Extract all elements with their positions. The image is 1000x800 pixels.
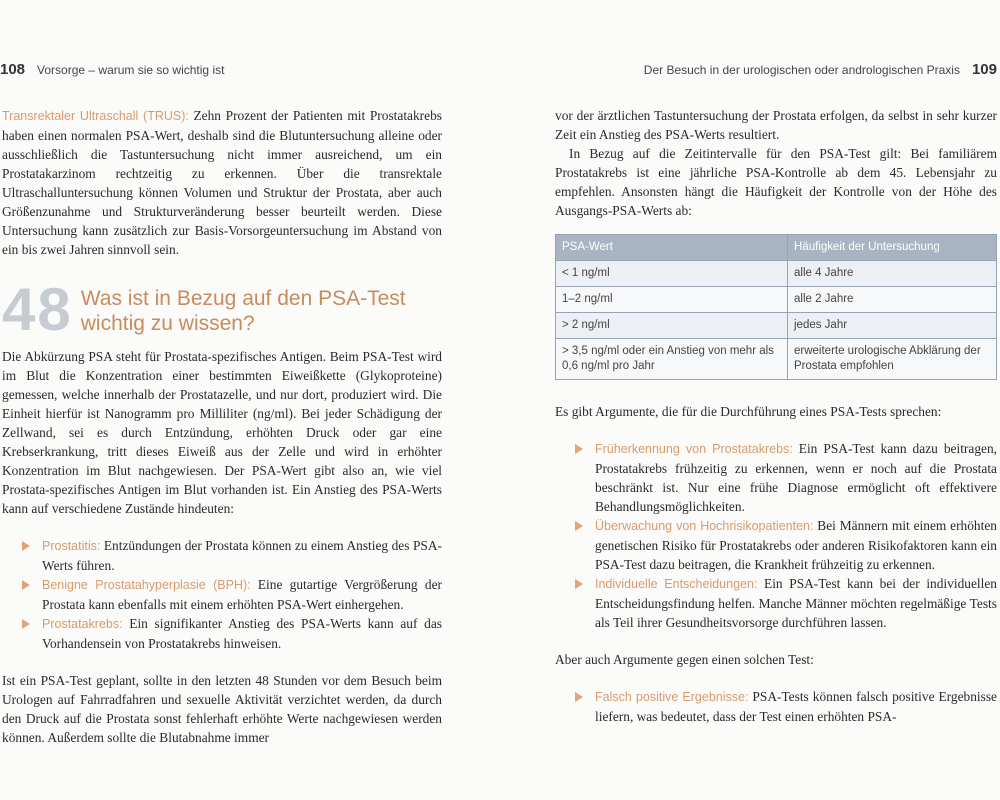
question-number: 48 <box>2 276 73 343</box>
list-item: Individuelle Entscheidungen: Ein PSA-Test kann bei der individuellen Entscheidungsfindung helfen. Manche Männer möchten regelmäßige Tests als Teil ihrer Gesundheitsvorsorge durchführen lassen. <box>555 574 997 632</box>
pro-intro: Es gibt Argumente, die für die Durchführung eines PSA-Tests sprechen: <box>555 404 942 419</box>
table-row <box>556 287 997 313</box>
con-list <box>555 687 997 726</box>
continuation-paragraph: vor der ärztlichen Tastuntersuchung der Prostata erfolgen, da selbst in sehr kurzer Zeit ein Anstieg des PSA-Werts resultiert. <box>555 108 997 142</box>
bullet-triangle-icon <box>575 521 583 531</box>
condition-list <box>2 536 442 653</box>
closing-paragraph: Ist ein PSA-Test geplant, sollte in den letzten 48 Stunden vor dem Besuch beim Urologen auf Fahrradfahren und sexuelle Aktivität verzichtet werden, da durch den Druck auf die Prostata sonst fehlerhaft erhöhte Werte nachgewiesen werden können. Außerdem sollte die Blutabnahme immer <box>2 673 442 745</box>
left-running-header <box>0 60 224 80</box>
question-heading <box>2 276 442 344</box>
table-cell: 1–2 ng/ml <box>556 287 788 313</box>
list-item: Falsch positive Ergebnisse: PSA-Tests können falsch positive Ergebnisse liefern, was bedeutet, dass der Test einen erhöhten PSA- <box>555 687 997 726</box>
bullet-triangle-icon <box>22 580 30 590</box>
column-header: PSA-Wert <box>556 235 788 261</box>
bullet-triangle-icon <box>22 619 30 629</box>
column-header: Häufigkeit der Untersuchung <box>788 235 997 261</box>
right-page <box>500 0 1000 800</box>
page-number: 108 <box>0 61 26 78</box>
question-title: Was ist in Bezug auf den PSA-Test wichtig zu wissen? <box>80 287 406 335</box>
left-text-column <box>2 106 442 259</box>
running-header-text: Vorsorge – warum sie so wichtig ist <box>37 63 225 77</box>
interval-paragraph: In Bezug auf die Zeitintervalle für den PSA-Test gilt: Bei familiärem Prostatakrebs ist eine jährliche PSA-Kontrolle ab dem 45. Lebensjahr zu empfehlen. Ansonsten hängt die Häufigkeit der Kontrolle von der Höhe des Ausgangs-PSA-Werts ab: <box>555 146 997 218</box>
table-row <box>556 313 997 339</box>
con-intro: Aber auch Argumente gegen einen solchen Test: <box>555 652 814 667</box>
table-cell: alle 2 Jahre <box>788 287 997 313</box>
list-item: Prostatakrebs: Ein signifikanter Anstieg des PSA-Werts kann auf das Vorhandensein von Prostatakrebs hinweisen. <box>2 614 442 653</box>
page-number: 109 <box>971 61 997 78</box>
trus-paragraph <box>2 106 442 259</box>
table-cell: erweiterte urologische Abklärung der Prostata empfohlen <box>788 339 997 380</box>
list-item: Prostatitis: Entzündungen der Prostata können zu einem Anstieg des PSA-Werts führen. <box>2 536 442 575</box>
table-cell: > 2 ng/ml <box>556 313 788 339</box>
table-row <box>556 261 997 287</box>
trus-label: Transrektaler Ultraschall (TRUS): <box>2 109 189 123</box>
list-item: Überwachung von Hochrisikopatienten: Bei Männern mit einem erhöhten genetischen Risiko für Prostatakrebs oder anderen Risikofaktoren kann ein PSA-Test dazu beitragen, die Krankheit frühzeitig zu erkennen. <box>555 516 997 574</box>
psa-body-paragraph: Die Abkürzung PSA steht für Prostata-spezifisches Antigen. Beim PSA-Test wird im Blut die Konzentration einer bestimmten Eiweißkette (Glykoproteine) gemessen, welche innerhalb der Prostatazelle, und nur dort, produziert wird. Die Einheit hierfür ist Nanogramm pro Milliliter (ng/ml). Bei jeder Schädigung der Zellwand, sei es durch Entzündung, erhöhten Druck oder gar eine Krebserkrankung, tritt dieses Eiweiß aus der Zelle und wird in erhöhter Konzentration im Blut nachgewiesen. Der PSA-Wert gibt also an, wie viel Prostata-spezifisches Antigen im Blut vorhanden ist. Ein Anstieg des PSA-Werts kann auf verschiedene Zustände hindeuten: <box>2 349 442 516</box>
psa-body <box>2 347 442 747</box>
pro-list <box>555 439 997 632</box>
list-item: Benigne Prostatahyperplasie (BPH): Eine gutartige Vergrößerung der Prostata kann ebenfalls mit einem erhöhten PSA-Wert einhergehen. <box>2 575 442 614</box>
trus-text: Zehn Prozent der Patienten mit Prostatakrebs haben einen normalen PSA-Wert, deshalb sind die Blutuntersuchung alleine oder ausschließlich die Tastuntersuchung nicht immer ausreichend, um ein Prostatakarzinom rechtzeitig zu erkennen. Über die transrektale Ultraschalluntersuchung können Volumen und Struktur der Prostata, aber auch Größenzunahme und Strukturveränderung besser beurteilt werden. Diese Untersuchung kann zusätzlich zur Basis-Vorsorgeuntersuchung im Abstand von ein bis zwei Jahren sinnvoll sein. <box>2 108 442 257</box>
running-header-text: Der Besuch in der urologischen oder andrologischen Praxis <box>643 63 960 77</box>
table-header-row <box>556 235 997 261</box>
table-cell: > 3,5 ng/ml oder ein Anstieg von mehr als 0,6 ng/ml pro Jahr <box>556 339 788 380</box>
bullet-triangle-icon <box>22 541 30 551</box>
right-text-column <box>555 106 997 726</box>
bullet-triangle-icon <box>575 692 583 702</box>
table-cell: < 1 ng/ml <box>556 261 788 287</box>
table-row <box>556 339 997 380</box>
bullet-triangle-icon <box>575 444 583 454</box>
table-cell: alle 4 Jahre <box>788 261 997 287</box>
right-running-header <box>644 60 997 80</box>
psa-table <box>555 234 997 380</box>
table-cell: jedes Jahr <box>788 313 997 339</box>
list-item: Früherkennung von Prostatakrebs: Ein PSA-Test kann dazu beitragen, Prostatakrebs frühzeitig zu erkennen, wenn er noch auf die Prostata beschränkt ist. Nur eine frühe Diagnose ermöglicht oft effektivere Behandlungsmöglichkeiten. <box>555 439 997 516</box>
bullet-triangle-icon <box>575 579 583 589</box>
